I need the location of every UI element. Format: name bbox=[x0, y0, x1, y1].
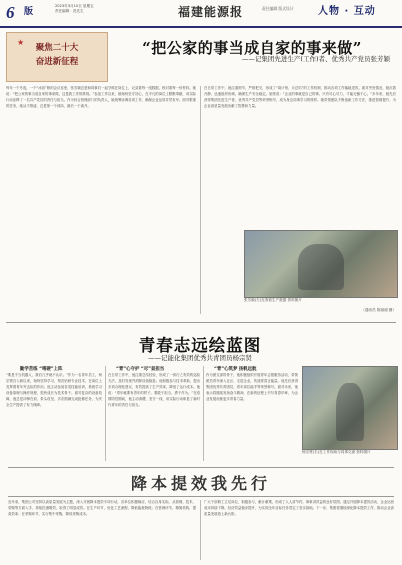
article-1-body-right: 在日常工作中，她注重细节，严格把关，形成了“周计划、月总结”的工作机制，推动各项工作落地见效。面对突发情况，她沉着冷静，迅速组织协调，确保生产安全稳定。她常说：“企业的事就是自己的事，只有尽心尽力，才能无愧于心。”多年来，她先后获得集团先进生产者、优秀共产党员等荣誉称号，成为身边同事学习的榜样。她带领团队不断创新工作方法，推进管理提升，为企业高质量发展贡献了智慧和力量。 bbox=[204, 86, 396, 108]
article-2-photo-caption: 杨宗贤(右)在工作现场与同事交流 资料图片 bbox=[302, 450, 371, 454]
masthead-date: 2023年3月10日 星期五 bbox=[55, 4, 94, 8]
article-2-title: 青春志远绘蓝图 bbox=[138, 336, 262, 355]
badge-line-2: 奋进新征程 bbox=[35, 57, 79, 67]
section-divider bbox=[6, 322, 396, 323]
masthead bbox=[0, 0, 402, 28]
badge-line-1: 聚焦二十大 bbox=[35, 43, 79, 53]
page-number-label: 版 bbox=[24, 7, 34, 17]
article-2-subhead-3: “青”心筑梦 扬帆远航 bbox=[214, 367, 257, 372]
article-2-body-left: “要是不当机器人，我们几乎就不认识。”作为一名青年员工，杨宗贤自入职以来，始终坚持学习，刻苦钻研专业技术，在岗位上发挥着青年突击队的作用。他主动参加各类技能培训，系统学习设备原理与操作规程，很快成长为技术骨干。面对复杂的设备故障，他总是冲锋在前，带头攻坚，多次圆满完成抢修任务，为安全生产提供了有力保障。 bbox=[6, 373, 102, 407]
masthead-editor: 责任编辑：范先生 bbox=[55, 8, 84, 13]
article-2-subtitle: ——记能化集团优秀共青团员杨宗贤 bbox=[148, 354, 252, 362]
article-2-subhead-2: “青”心守护 “尽”显担当 bbox=[116, 367, 165, 372]
column-badge bbox=[6, 32, 108, 82]
article-2-body-right: 作为团支部的骨干，他积极组织开展青年志愿服务活动，带领团员青年深入社区、走进企业，传递青春正能量。他先后获得集团优秀共青团员、青年岗位能手等荣誉称号。面对未来，他表示将继续发扬奋斗精神，在新的征程上书写青春华章，为企业发展贡献更多青春力量。 bbox=[206, 373, 298, 401]
banner-title: 降本提效我先行 bbox=[130, 474, 271, 493]
star-icon: ★ bbox=[17, 38, 25, 47]
article-1-title: “把公家的事当成自家的事来做” bbox=[142, 39, 362, 57]
column-divider bbox=[200, 86, 201, 314]
column-divider bbox=[203, 366, 204, 461]
article-1-body-left: 每年一个冬夜，一个“冰窖”般的会议室里，张芳颖总是和同事们一起守候在岗位上，记录着每一组数据，核对着每一份材料。她说：“把公家的事当成自家的事来做，这是我工作的准则。”参加工作以来，她始终坚守初心，在平凡的岗位上默默奉献，用实际行动诠释了一名共产党员的责任与担当。作为综合管理部门的负责人，她统筹协调各项工作，确保企业运转井然有序。面对繁重的任务，她从不推诿，总是第一个到岗、最后一个离开。 bbox=[6, 86, 196, 108]
article-1-photo-caption: 张芳颖(左)在查看生产数据 资料图片 bbox=[244, 298, 302, 302]
page-number: 6 bbox=[6, 3, 15, 22]
newspaper-logo: 福建能源报 bbox=[178, 5, 244, 19]
article-2-body-mid: 在日常工作中，他注重总结经验，形成了一套行之有效的巡检方法，及时发现并消除设备隐患。他积极参与技术革新，提出多项合理化建议，有效提高了生产效率，降低了运行成本。他说：“青年就要有青年的样子，要敢于担当、勇于作为。”在疫情防控期间，他主动请缨，坚守一线，用实际行动彰显了新时代青年的责任与担当。 bbox=[108, 373, 200, 407]
feature-banner bbox=[8, 467, 394, 497]
article-1-subtitle: ——记集团先进生产(工作)者、优秀共产党员张芳颖 bbox=[241, 55, 390, 63]
masthead-editors: 责任编辑 版式设计 bbox=[262, 6, 294, 11]
section-title: 人物 · 互动 bbox=[318, 6, 376, 17]
article-3-body-left: 近年来，集团公司坚持以高质量发展为主题，深入开展降本提效专项行动，各单位积极响应，结合自身实际，从管理、技术、采购等方面入手，持续挖潜增效，取得了明显成效。在生产环节，优化工艺流程，降低能耗物耗；在管理环节，精简机构，提高效率；在采购环节，实行集中采购，降低采购成本。 bbox=[8, 500, 196, 516]
article-3-body-right: 广大干部职工立足岗位，积极参与，献计献策，形成了人人讲节约、事事讲效益的良好氛围。通过开展降本提效活动，企业运营成本持续下降，经济效益稳步提升，为实现全年目标任务奠定了坚实基础。下一步，集团将继续深化降本提效工作，推动企业高质量发展再上新台阶。 bbox=[204, 500, 394, 516]
masthead-meta bbox=[55, 4, 94, 13]
article-1-byline: （通讯员 陈丽丽 摄） bbox=[361, 308, 396, 312]
article-2-photo bbox=[302, 366, 398, 450]
article-1-photo bbox=[244, 230, 398, 298]
article-2-subhead-1: 勤学苦练 “啃硬”上阵 bbox=[20, 367, 63, 372]
column-divider bbox=[105, 366, 106, 461]
column-divider bbox=[200, 500, 201, 560]
